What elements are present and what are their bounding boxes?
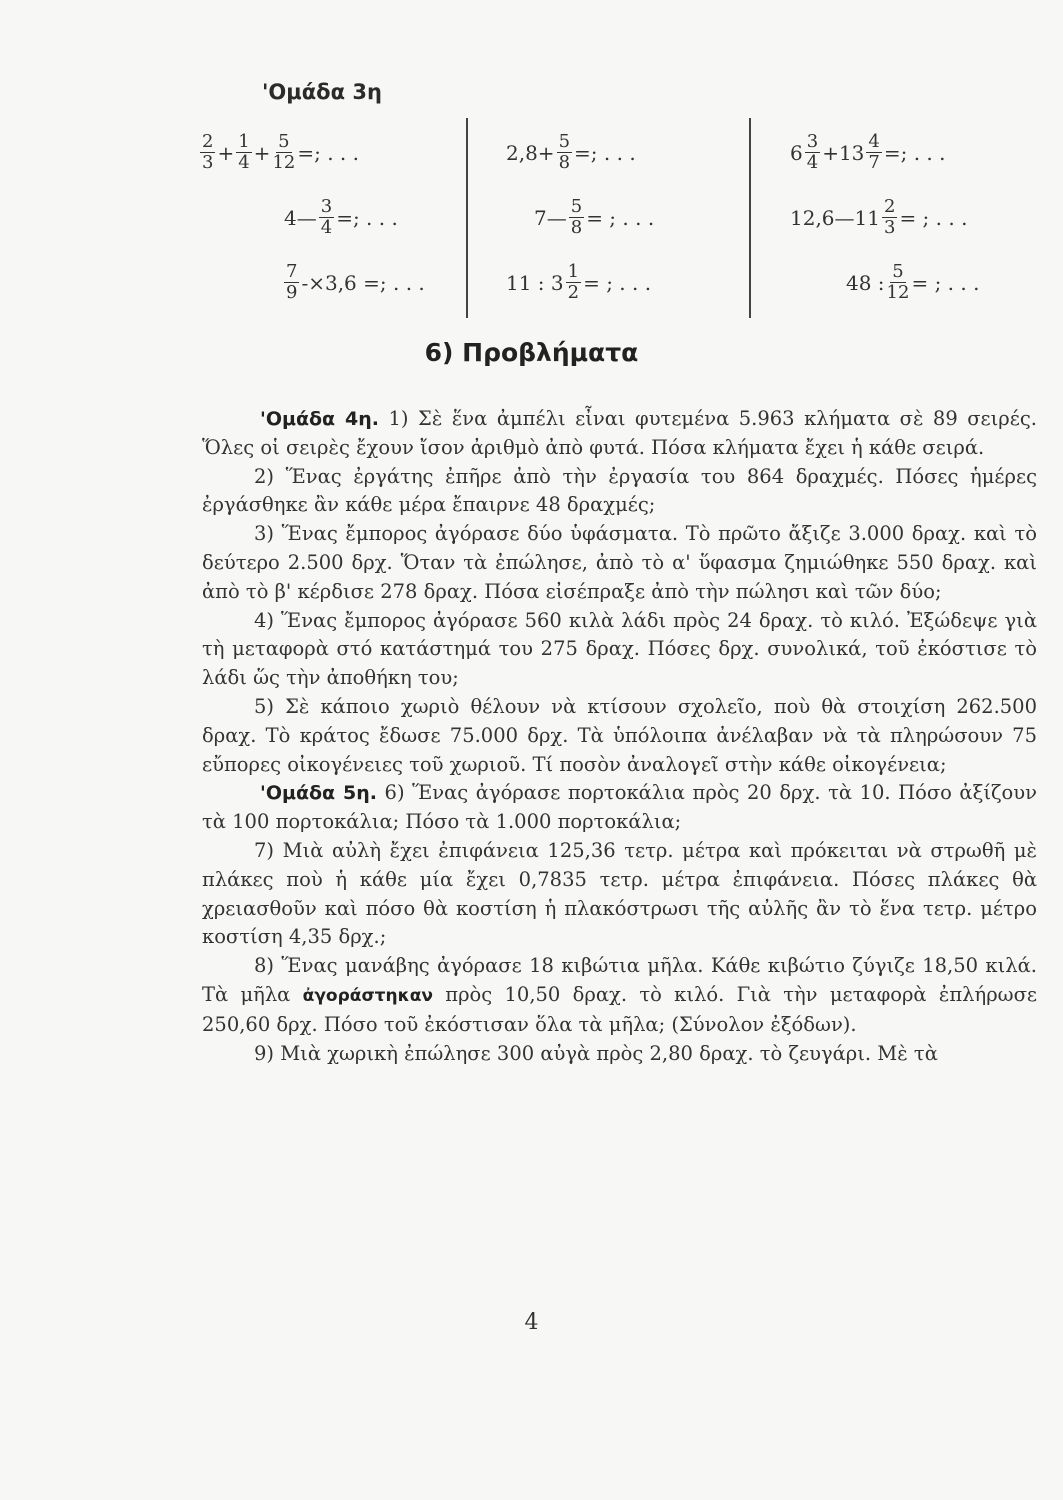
numerator: 1 — [238, 131, 250, 153]
section-title: 6) Προβλήματα — [424, 338, 639, 367]
equation-lead: 48 : — [846, 270, 885, 295]
problem-7: 7) Μιὰ αὐλὴ ἔχει ἐπιφάνεια 125,36 τετρ. μέτρα καὶ πρόκειται νὰ στρωθῆ μὲ πλάκες ποὺ ἡ κάθε μία ἔχει 0,7835 τετρ. μέτρα ἐπιφάνεια. Πόσες πλάκες θὰ χρειασθοῦν καὶ πόσο θὰ κοστίση ἡ πλακόστρωσι τῆς αὐλῆς ἂν τὸ ἕνα τετρ. μέτρο κοστίση 4,35 δρχ.; — [202, 838, 1037, 949]
numerator: 7 — [286, 261, 298, 283]
exercise-3-3 — [790, 250, 1040, 315]
column-divider-1 — [466, 118, 468, 318]
exercise-1-1 — [198, 120, 468, 185]
fraction — [272, 132, 295, 173]
numerator: 2 — [883, 196, 896, 218]
denominator: 3 — [202, 152, 214, 173]
problems-body — [202, 405, 1037, 1068]
numerator: 2 — [202, 131, 214, 153]
fraction — [557, 132, 572, 173]
exercise-1-3 — [198, 250, 468, 315]
problem-text: 1) Σὲ ἕνα ἀμπέλι εἶναι φυτεμένα 5.963 κλήματα σὲ 89 σειρές. Ὅλες οἱ σειρὲς ἔχουν ἴσον ἀριθμὸ ἀπὸ φυτά. Πόσα κλήματα ἔχει ἡ κάθε σειρά. — [202, 407, 1037, 459]
equation-lead: 6 — [790, 140, 803, 165]
denominator: 2 — [567, 282, 580, 303]
problem-text: 6) Ἕνας ἀγόρασε πορτοκάλια πρὸς 20 δρχ. τὰ 10. Πόσο ἀξίζουν τὰ 100 πορτοκάλια; Πόσο τὰ 1.000 πορτοκάλια; — [202, 781, 1037, 834]
equation-tail: =; . . . — [336, 205, 398, 230]
exercise-column-2 — [506, 120, 776, 315]
equation-tail: =; . . . — [574, 140, 636, 165]
denominator: 12 — [272, 152, 296, 173]
fraction — [566, 262, 581, 303]
problem-6 — [202, 779, 1037, 837]
problem-2: 2) Ἕνας ἐργάτης ἐπῆρε ἀπὸ τὴν ἐργασία του 864 δραχμές. Πόσες ἡμέρες ἐργάσθηκε ἂν κάθε μέρα ἔπαιρνε 48 δραχμές; — [202, 464, 1037, 517]
equation-tail: -×3,6 =; . . . — [301, 270, 425, 295]
equation-tail: =; . . . — [883, 140, 946, 165]
group5-label: 'Ομάδα 5η. — [260, 782, 378, 805]
problem-1 — [202, 405, 1037, 463]
bold-word: ἀγοράστηκαν — [302, 985, 433, 1006]
exercise-2-1 — [506, 120, 776, 185]
fraction — [200, 132, 215, 173]
equation-tail: = ; . . . — [899, 205, 968, 230]
equation-tail: = ; . . . — [583, 270, 652, 295]
fraction — [569, 197, 584, 238]
problem-3: 3) Ἕνας ἔμπορος ἀγόρασε δύο ὑφάσματα. Τὸ πρῶτο ἄξιζε 3.000 δραχ. καὶ τὸ δεύτερο 2.500 δρχ. Ὅταν τὰ ἐπώλησε, ἀπὸ τὸ α' ὕφασμα ζημιώθηκε 550 δραχ. καὶ ἀπὸ τὸ β' κέρδισε 278 δραχ. Πόσα εἰσέπραξε ἀπὸ τὴν πώλησι καὶ τῶν δύο; — [202, 522, 1037, 603]
denominator: 12 — [886, 282, 910, 303]
problem-5: 5) Σὲ κάποιο χωριὸ θέλουν νὰ κτίσουν σχολεῖο, ποὺ θὰ στοιχίση 262.500 δραχ. Τὸ κράτος ἔδωσε 75.000 δρχ. Τὰ ὑπόλοιπα ἀνέλαβαν νὰ τὰ πληρώσουν 75 εὔπορες οἰκογένειες τοῦ χωριοῦ. Τί ποσὸν ἀναλογεῖ στὴν κάθε οἰκογένεια; — [202, 694, 1037, 776]
fraction — [284, 262, 299, 303]
fraction — [887, 262, 910, 303]
problem-9: 9) Μιὰ χωρικὴ ἐπώλησε 300 αὐγὰ πρὸς 2,80 δραχ. τὸ ζευγάρι. Μὲ τὰ — [254, 1041, 938, 1065]
exercise-1-2 — [198, 185, 468, 250]
problem-4: 4) Ἕνας ἔμπορος ἀγόρασε 560 κιλὰ λάδι πρὸς 24 δραχ. τὸ κιλό. Ἐξώδεψε γιὰ τὴ μεταφορὰ στό κατάστημά του 275 δραχ. Πόσες δρχ. συνολικά, τοῦ ἐκόστισε τὸ λάδι ὥς τὴν ἀποθήκη του; — [202, 608, 1037, 690]
numerator: 5 — [570, 196, 583, 218]
problem-8 — [202, 952, 1037, 1039]
denominator: 9 — [286, 282, 298, 303]
equation-tail: = ; . . . — [911, 270, 980, 295]
exercise-2-2 — [506, 185, 776, 250]
exercise-column-1 — [198, 120, 468, 315]
equation-lead: 11 : 3 — [506, 270, 564, 295]
denominator: 8 — [558, 152, 571, 173]
exercise-3-2 — [790, 185, 1040, 250]
group3-title: 'Ομάδα 3η — [262, 80, 382, 104]
problem-text: πρὸς 10,50 δραχ. τὸ κιλό. Γιὰ τὴν μεταφορὰ ἐπλήρωσε 250,60 δρχ. Πόσο τοῦ ἐκόστισαν ὅλα τὰ μῆλα; (Σύνολον ἐξόδων). — [202, 982, 1037, 1036]
denominator: 4 — [320, 217, 333, 238]
fraction — [866, 132, 881, 173]
fraction — [236, 132, 251, 173]
numerator: 5 — [892, 261, 904, 283]
denominator: 7 — [868, 152, 880, 173]
numerator: 3 — [320, 196, 333, 218]
equation-lead: 7— — [534, 205, 567, 230]
fraction — [319, 197, 334, 238]
equation-lead: 2,8+ — [506, 140, 555, 165]
operator: + — [217, 140, 235, 165]
operator: + — [253, 140, 271, 165]
exercise-3-1 — [790, 120, 1040, 185]
equation-lead: 12,6—11 — [790, 205, 880, 230]
exercise-column-3 — [790, 120, 1040, 315]
denominator: 4 — [806, 152, 819, 173]
denominator: 3 — [883, 217, 896, 238]
denominator: 8 — [570, 217, 583, 238]
numerator: 3 — [806, 131, 819, 153]
fraction — [805, 132, 820, 173]
numerator: 4 — [868, 131, 880, 153]
equation-middle: +13 — [822, 140, 865, 165]
equation-tail: =; . . . — [297, 140, 359, 165]
numerator: 5 — [278, 131, 290, 153]
column-divider-2 — [749, 118, 751, 318]
numerator: 1 — [567, 261, 580, 283]
numerator: 5 — [558, 131, 571, 153]
page-number: 4 — [524, 1310, 539, 1335]
fraction — [882, 197, 897, 238]
group4-label: 'Ομάδα 4η. — [260, 408, 380, 430]
equation-lead: 4— — [284, 205, 317, 230]
problem-text: 8) Ἕνας μανάβης ἀγόρασε 18 κιβώτια μῆλα. Κάθε κιβώτιο ζύγιζε 18,50 κιλά. Τὰ μῆλα — [202, 954, 1037, 1006]
denominator: 4 — [238, 152, 250, 173]
exercise-2-3 — [506, 250, 776, 315]
equation-tail: = ; . . . — [586, 205, 655, 230]
